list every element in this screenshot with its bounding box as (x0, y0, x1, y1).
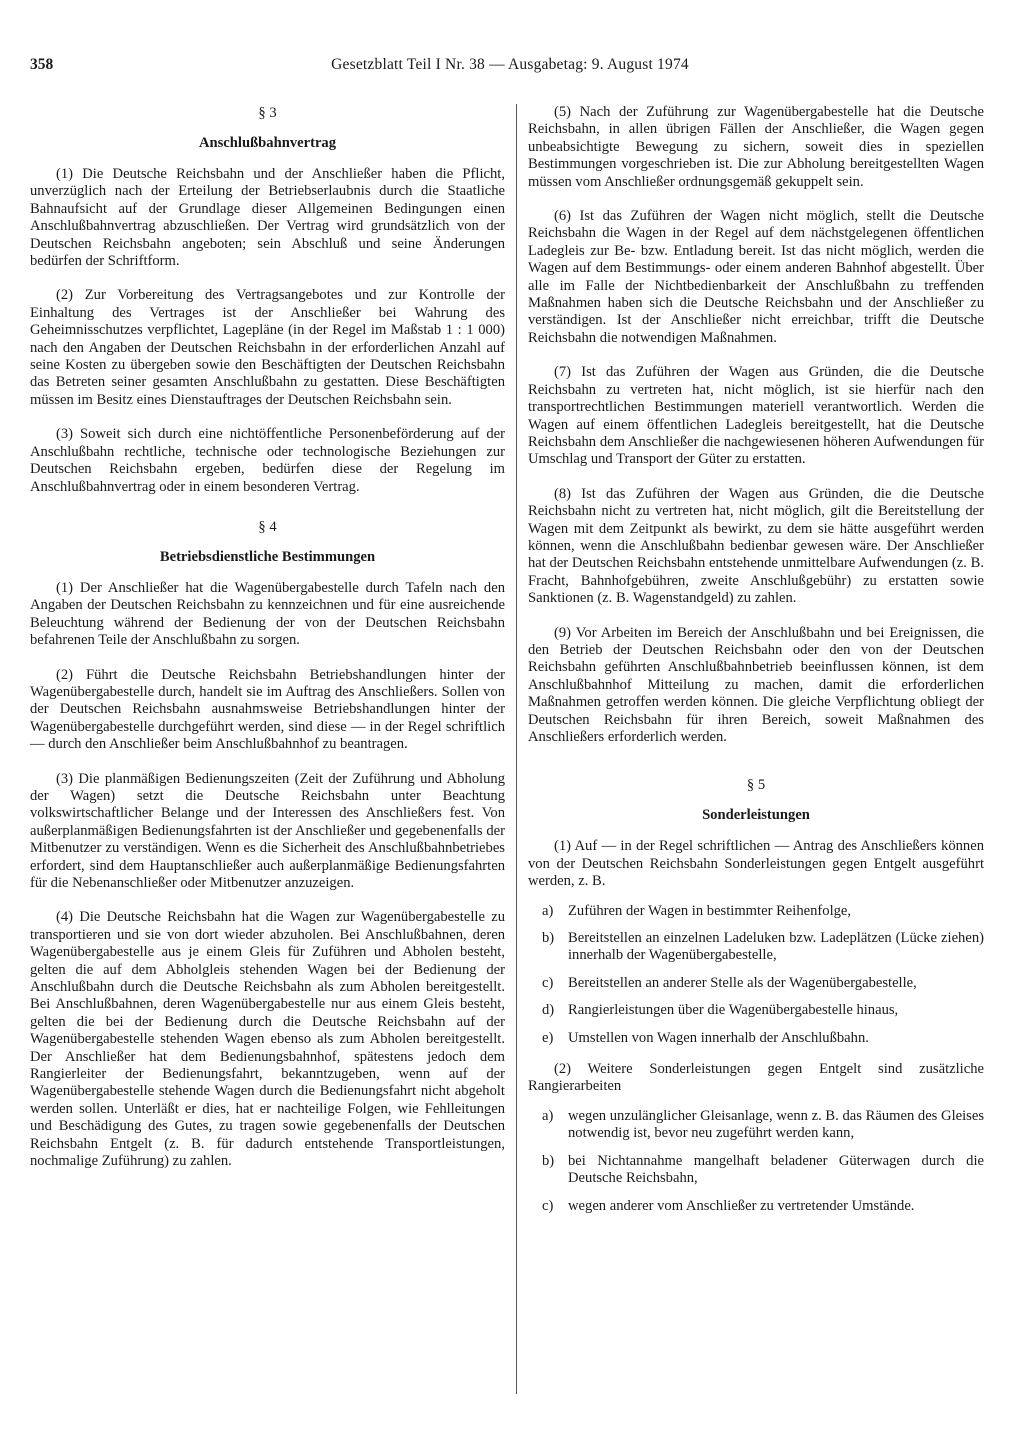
list-item (528, 1198, 984, 1215)
left-column (30, 104, 505, 1188)
list-item-label: a) (542, 902, 554, 919)
list-item-label: c) (542, 974, 554, 991)
list-item-label: e) (542, 1029, 554, 1046)
section-3-number: § 3 (258, 105, 277, 121)
section-4-paragraph-6: (6) Ist das Zuführen der Wagen nicht möglich, stellt die Deutsche Reichsbahn die Wagen in der Regel auf dem nächstgelegenen öffentlichen Ladegleis zur Be- bzw. Entladung bereit. Ist das nicht möglich, werden die Wagen auf dem Bestimmungs- oder einem anderen Bahnhof abgestellt. Über alle im Falle der Nichtbedienbarkeit der Anschlußbahn zu treffenden Maßnahmen haben sich die Deutsche Reichsbahn und der Anschließer zu verständigen. Ist der Anschließer nicht erreichbar, trifft die Deutsche Reichsbahn die notwendigen Maßnahmen. (528, 208, 984, 346)
section-4-paragraph-8: (8) Ist das Zuführen der Wagen aus Gründen, die die Deutsche Reichsbahn nicht zu vertreten hat, nicht möglich, gilt die Bereitstellung der Wagen mit dem Zeitpunkt als bewirkt, zu dem sie hätte ausgeführt werden können, wenn die Anschlußbahn bedienbar gewesen wäre. Der Anschließer hat der Deutschen Reichsbahn entstehende unmittelbare Aufwendungen (z. B. Fracht, Bahnhofgebühren, zweite Anschlußgebühr) zu erstatten sowie Sanktionen (z. B. Wagenstandgeld) zu zahlen. (528, 485, 984, 607)
section-5-paragraph-2: (2) Weitere Sonderleistungen gegen Entgelt sind zusätzliche Rangierarbeiten (528, 1061, 984, 1095)
list-item-label: a) (542, 1107, 554, 1124)
section-3-paragraph-3: (3) Soweit sich durch eine nichtöffentliche Personenbeförderung auf der Anschlußbahn rechtliche, technische oder technologische Beziehungen zur Deutschen Reichsbahn ergeben, bedürfen diese der Regelung im Anschlußbahnvertrag oder in einem besonderen Vertrag. (30, 426, 505, 495)
section-4-paragraph-4: (4) Die Deutsche Reichsbahn hat die Wagen zur Wagenübergabestelle zu transportieren und sie von dort wieder abzuholen. Bei Anschlußbahnen, deren Wagenübergabestelle aus je einem Gleis für Zuführen und Abholen besteht, gelten die auf dem Abholgleis stehenden Wagen bei der Bedienung der Anschlußbahn durch die Deutsche Reichsbahn als zum Abholen bereitgestellt. Bei Anschlußbahnen, deren Wagenübergabestelle nur aus einem Gleis besteht, gelten die bei der Bedienung durch die Deutsche Reichsbahn auf der Wagenübergabestelle stehenden Wagen ebenso als zum Abholen bereitgestellt. Der Anschließer hat dem Bedienungsbahnhof, spätestens jedoch dem Rangierleiter der Bedienungsfahrt, bekanntzugeben, wenn auf der Wagenübergabestelle stehende Wagen durch die Bedienungsfahrt nicht abgeholt werden sollen. Unterläßt er dies, hat er nachteilige Folgen, wie Fehlleitungen und Beschädigung des Gutes, zu tragen sowie gegebenenfalls der Deutschen Reichsbahn Entgelt (z. B. für dadurch entstehende Transportleistungen, nochmalige Zuführung) zu zahlen. (30, 909, 505, 1170)
list-item-label: b) (542, 930, 555, 947)
section-5-list-2 (528, 1108, 984, 1215)
list-item-text: Bereitstellen an einzelnen Ladeluken bzw. Ladeplätzen (Lücke ziehen) innerhalb der Wagenübergabestelle, (568, 930, 984, 964)
list-item-text: wegen anderer vom Anschließer zu vertretender Umstände. (568, 1197, 915, 1214)
column-divider (516, 104, 517, 1394)
page-header (30, 56, 990, 80)
section-5-paragraph-1: (1) Auf — in der Regel schriftlichen — Antrag des Anschließers können von der Deutschen Reichsbahn Sonderleistungen gegen Entgelt ausgeführt werden, z. B. (528, 838, 984, 890)
list-item (528, 903, 984, 920)
section-4-paragraph-1: (1) Der Anschließer hat die Wagenübergabestelle durch Tafeln nach den Angaben der Deutschen Reichsbahn zu kennzeichnen und für eine ausreichende Beleuchtung während der Bedienung der von der Deutschen Reichsbahn befahrenen Teile der Anschlußbahn zu sorgen. (30, 579, 505, 649)
list-item (528, 1108, 984, 1143)
list-item-label: d) (542, 1002, 555, 1019)
section-4-paragraph-3: (3) Die planmäßigen Bedienungszeiten (Zeit der Zuführung und Abholung der Wagen) setzt die Deutsche Reichsbahn unter Beachtung volkswirtschaftlicher Belange und der Interessen des Anschließers fest. Von außerplanmäßigen Bedienungsfahrten ist der Anschließer und gegebenenfalls der Mitbenutzer zu verständigen. Wenn es die Sicherheit des Anschlußbahnbetriebes erfordert, sind dem Hauptanschließer auch außerplanmäßige Bedienungsfahrten für die Nebenanschließer oder Mitbenutzer anzuzeigen. (30, 770, 505, 891)
list-item (528, 1002, 984, 1019)
section-4-paragraph-9: (9) Vor Arbeiten im Bereich der Anschlußbahn und bei Ereignissen, die den Betrieb der Deutschen Reichsbahn oder den von der Deutschen Reichsbahn geführten Anschlußbahnbetrieb beeinflussen können, ist dem Anschlußbahnhof Mitteilung zu machen, damit die erforderlichen Maßnahmen getroffen werden können. Die gleiche Verpflichtung obliegt der Deutschen Reichsbahn für ihren Bereich, soweit Maßnahmen des Anschließers erforderlich werden. (528, 624, 984, 745)
section-4-paragraph-7: (7) Ist das Zuführen der Wagen aus Gründen, die die Deutsche Reichsbahn zu vertreten hat, nicht möglich, ist sie hierfür nach den transportrechtlichen Bestimmungen materiell verantwortlich. Werden die Wagen auf einem öffentlichen Ladegleis bereitgestellt, hat die Deutsche Reichsbahn dem Anschließer die nachgewiesenen höheren Aufwendungen für Umschlag und Transport der Güter zu erstatten. (528, 364, 984, 468)
list-item (528, 975, 984, 992)
list-item-label: c) (542, 1197, 554, 1214)
list-item-text: wegen unzulänglicher Gleisanlage, wenn z. B. das Räumen des Gleises notwendig ist, bevor neu zugeführt werden kann, (568, 1107, 984, 1142)
section-5-number: § 5 (746, 777, 766, 794)
section-4-title: Betriebsdienstliche Bestimmungen (159, 548, 376, 565)
section-5-list-1 (528, 903, 984, 1047)
list-item-text: Umstellen von Wagen innerhalb der Anschlußbahn. (568, 1029, 869, 1046)
list-item (528, 930, 984, 965)
running-head: Gesetzblatt Teil I Nr. 38 — Ausgabetag: 9. August 1974 (331, 56, 689, 73)
list-item-text: bei Nichtannahme mangelhaft beladener Güterwagen durch die Deutsche Reichsbahn, (568, 1152, 984, 1187)
list-item (528, 1030, 984, 1047)
section-5-title: Sonderleistungen (702, 807, 810, 824)
list-item-text: Bereitstellen an anderer Stelle als der Wagenübergabestelle, (568, 974, 917, 991)
list-item-text: Zuführen der Wagen in bestimmter Reihenfolge, (568, 902, 852, 919)
page-number: 358 (30, 56, 54, 73)
list-item-label: b) (542, 1152, 555, 1169)
list-item-text: Rangierleistungen über die Wagenübergabestelle hinaus, (568, 1002, 899, 1019)
section-4-number: § 4 (258, 518, 277, 535)
list-item (528, 1153, 984, 1188)
section-3-title: Anschlußbahnvertrag (198, 135, 337, 151)
section-4-paragraph-2: (2) Führt die Deutsche Reichsbahn Betriebshandlungen hinter der Wagenübergabestelle durch, handelt sie im Auftrag des Anschließers. Sollen von der Deutschen Reichsbahn ausnahmsweise Betriebshandlungen hinter der Wagenübergabestelle durchgeführt werden, sind diese — in der Regel schriftlich — durch den Anschließer beim Anschlußbahnhof zu beantragen. (30, 666, 505, 753)
section-4-paragraph-5: (5) Nach der Zuführung zur Wagenübergabestelle hat die Deutsche Reichsbahn, in allen übrigen Fällen der Anschließer, die Wagen gegen unbeabsichtigte Bewegung zu sichern, soweit dies in speziellen Bestimmungen vorgeschrieben ist. Die zur Abholung bereitgestellten Wagen müssen vom Anschließer ordnungsgemäß gekuppelt sein. (528, 104, 984, 190)
section-3-paragraph-1: (1) Die Deutsche Reichsbahn und der Anschließer haben die Pflicht, unverzüglich nach der Erteilung der Betriebserlaubnis durch die Staatliche Bahnaufsicht auf der Grundlage dieser Allgemeinen Bedingungen einen Anschlußbahnvertrag abzuschließen. Der Vertrag wird grundsätzlich von der Deutschen Reichsbahn angeboten; sein Abschluß und seine Änderungen bedürfen der Schriftform. (30, 166, 505, 270)
right-column (528, 104, 984, 1225)
section-3-paragraph-2: (2) Zur Vorbereitung des Vertragsangebotes und zur Kontrolle der Einhaltung des Vertrages ist der Anschließer bei Wahrung des Geheimnisschutzes verpflichtet, Lagepläne (in der Regel im Maßstab 1 : 1 000) nach den Angaben der Deutschen Reichsbahn in der erforderlichen Anzahl auf seine Kosten zu übergeben sowie den Beschäftigten der Deutschen Reichsbahn das Betreten seiner gesamten Anschlußbahn zu gestatten. Diese Beschäftigten müssen im Besitz eines Dienstauftrages der Deutschen Reichsbahn sein. (30, 287, 505, 408)
